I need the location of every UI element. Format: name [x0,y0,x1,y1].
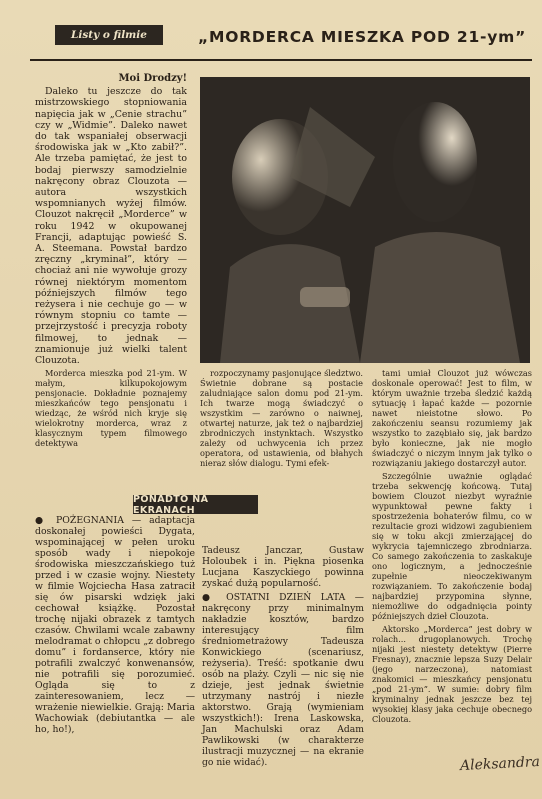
intro-paragraph-1: Daleko tu jeszcze do tak mistrzowskiego stopniowania napięcia jak w „Cenie strachu” czy w „Widmie”. Daleko nawet do tak wspaniałej obserwacji środowiska jak w „Kto zabił?”. Ale trzeba pamiętać, że jest to bodaj pierwszy samodzielnie nakręcony obraz Clouzota — autora wszystkich wspomnianych wyżej filmów. Clouzot nakręcił „Morderce” w roku 1942 w okupowanej Francji, adaptując powieść S. A. Steemana. Powstał bardzo zręczny „kryminał”, który — chociaż ani nie wywołuje grozy równej niektórym momentom późniejszych filmów tego reżysera i nie cechuje go — w równym stopniu co tamte — przejrzystość i precyzja roboty filmowej, to jednak — znamionuje już wielki talent Clouzota. [35,86,187,367]
film-still-image [200,77,530,363]
header-rule [30,59,532,61]
review-column-2 [372,368,532,788]
review-text-4: Aktorsko „Morderca” jest dobry w rolach... drugoplanowych. Trochę nijaki jest niestety detektyw (Pierre Fresnay), znacznie lepsza Suzy Delair (jego narzeczona), natomiast znakomici — mieszkańcy pensjonatu „pod 21-ym”. W sumie: dobry film kryminalny jednak jeszcze bez tej wysokiej klasy jaka cechuje obecnego Clouzota. [372,624,532,724]
author-signature: Aleksandra [459,753,541,775]
greeting: Moi Drodzy! [118,73,187,84]
ponadto-item-ostatni-dzien-lata: ● OSTATNI DZIEŃ LATA — nakręcony przy minimalnym nakładzie kosztów, bardzo interesujący film średniometrażowy Tadeusza Konwickiego (scenariusz, reżyseria). Treść: spotkanie dwu osób na plaży. Czyli — nic się nie dzieje, jest jednak świetnie utrzymany nastrój i niezłe aktorstwo. Grają (wymieniam wszystkich!): Irena Laskowska, Jan Machulski oraz Adam Pawlikowski (w charakterze ilustracji muzycznej — na ekranie go nie widać). [202,592,364,768]
ponadto-column-1 [35,515,195,795]
intro-column [35,73,187,503]
ponadto-column-2 [202,545,364,790]
film-still-photo [200,77,530,363]
ponadto-item-pozegnania-cont: Tadeusz Janczar, Gustaw Holoubek i in. Piękna piosenka Lucjana Kaszyckiego powinna zyskać dużą popularność. [202,545,364,589]
review-text-3: Szczególnie uważnie oglądać trzeba sekwencję końcową. Tutaj bowiem Clouzot niezbyt wyraźnie wypunktował pewne fakty i spostrzeżenia bohaterów filmu, co w rezultacie grozi widzowi zagubieniem się w toku akcji zmierzającej do wykrycia tajemniczego zbrodniarza. Co samego zakończenia to zaskakuje ono logicznym, a jednocześnie zupełnie nieoczekiwanym rozwiązaniem. To zakończenie bodaj najbardziej przypomina słynne, niemożliwe do odgadnięcia pointy późniejszych dzieł Clouzota. [372,471,532,621]
review-text-2: tami umiał Clouzot już wówczas doskonale operować! Jest to film, w którym uważnie trzeba śledzić każdą sytuację i łapać każde — pozornie nawet nieistotne słowo. Po zakończeniu seansu rozumiemy jak wszystko to zazębiało się, jak bardzo było konieczne, jak nie mogło świadczyć o niczym innym jak tylko o rozwiązaniu jakiego dostarczył autor. [372,368,532,468]
ponadto-item-pozegnania: ● POŻEGNANIA — adaptacja doskonałej powieści Dygata, wspominającej w pełen uroku sposób wady i niepokoje środowiska mieszczańskiego tuż przed i w czasie wojny. Niestety w filmie Wojciecha Hasa zatracił się ów pisarski wdzięk jaki cechował książkę. Pozostał trochę nijaki obrazek z tamtych czasów. Chwilami wcale zabawny melodramat o chłopcu „z dobrego domu” i fordanserce, który nie potrafili zwalczyć konwenansów, nie potrafili się porozumieć. Ogląda się to z zainteresowaniem, lecz — wrażenie niewielkie. Grają: Maria Wachowiak (debiutantka — ale ho, ho!), [35,515,195,735]
section-label: Listy o filmie [55,25,163,45]
review-text-1: rozpoczynamy pasjonujące śledztwo. Świetnie dobrane są postacie zaludniające salon domu pod 21-ym. Ich twarze mogą świadczyć o wszystkim — zarówno o naiwnej, otwartej naturze, jak też o najbardziej zbrodniczych instynktach. Wszystko zależy od uchwycenia ich przez operatora, od ustawienia, od błahych nieraz słów dialogu. Tymi efek- [200,368,363,468]
section-ponadto-label: PONADTO NA EKRANACH [133,495,258,514]
article-title: „MORDERCA MIESZKA POD 21-ym” [198,28,527,46]
review-column-1 [200,368,363,494]
intro-paragraph-2: Morderca mieszka pod 21-ym. W małym, kilkupokojowym pensjonacie. Dokładnie poznajemy mieszkańców tego pensjonatu i wiedząc, że wśród nich kryje się wielokrotny morderca, wraz z klasycznym typem filmowego detektywa [35,368,187,449]
